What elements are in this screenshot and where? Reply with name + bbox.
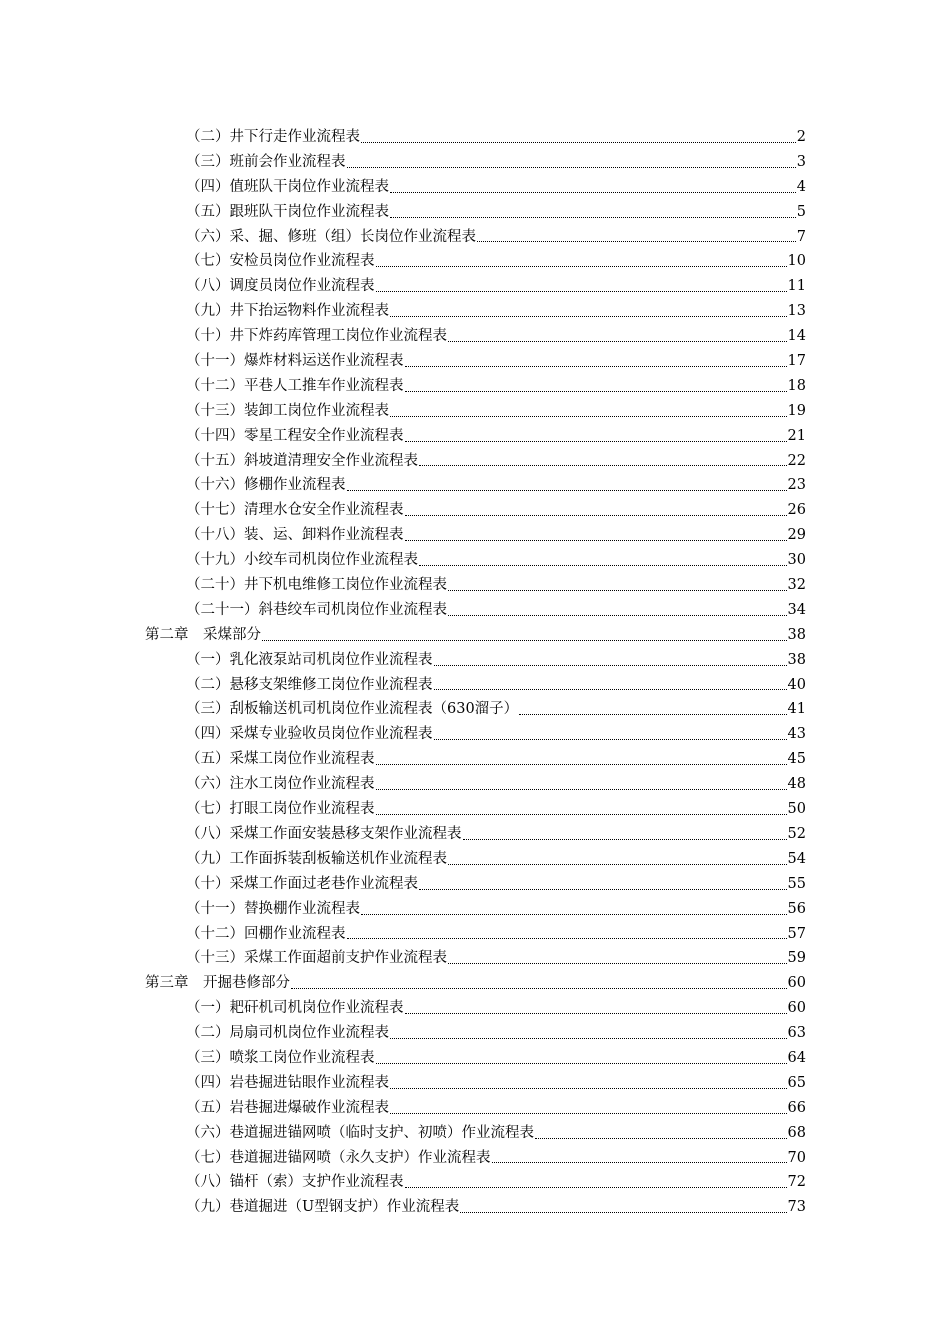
toc-dot-leader (405, 498, 787, 523)
toc-dot-leader (390, 299, 787, 324)
toc-entry[interactable] (186, 1046, 806, 1071)
toc-dot-leader (376, 772, 787, 797)
toc-entry-page: 13 (787, 303, 806, 320)
toc-entry[interactable] (186, 1195, 806, 1220)
toc-entry-page: 43 (787, 726, 806, 743)
toc-entry-page: 21 (787, 427, 806, 444)
toc-entry[interactable] (186, 722, 806, 747)
toc-dot-leader (448, 946, 787, 971)
toc-entry-title: （十一）替换棚作业流程表 (186, 900, 360, 917)
toc-entry[interactable] (186, 473, 806, 498)
toc-entry-page: 41 (787, 701, 806, 718)
toc-dot-leader (405, 523, 787, 548)
toc-dot-leader (460, 1195, 786, 1220)
toc-entry-title: 第二章 采煤部分 (145, 626, 261, 643)
toc-entry-title: （十二）回棚作业流程表 (186, 925, 346, 942)
toc-dot-leader (519, 697, 786, 722)
toc-entry-title: （二）井下行走作业流程表 (186, 129, 360, 145)
toc-dot-leader (376, 797, 787, 822)
toc-entry[interactable] (186, 996, 806, 1021)
toc-entry-title: （四）岩巷掘进钻眼作业流程表 (186, 1074, 389, 1091)
toc-entry-page: 22 (787, 452, 806, 469)
toc-dot-leader (448, 324, 787, 349)
toc-entry-page: 57 (787, 925, 806, 942)
toc-entry-title: （七）打眼工岗位作业流程表 (186, 801, 375, 818)
toc-dot-leader (361, 897, 787, 922)
toc-entry-page: 18 (787, 377, 806, 394)
toc-entry-title: （九）工作面拆装刮板输送机作业流程表 (186, 850, 447, 867)
toc-entry-page: 2 (796, 129, 806, 145)
toc-entry[interactable] (186, 922, 806, 947)
toc-entry[interactable] (186, 548, 806, 573)
toc-entry[interactable] (186, 399, 806, 424)
toc-dot-leader (376, 249, 787, 274)
toc-entry-page: 70 (787, 1149, 806, 1166)
toc-entry[interactable] (186, 1021, 806, 1046)
toc-entry-title: （十）采煤工作面过老巷作业流程表 (186, 875, 418, 892)
toc-entry-page: 7 (796, 228, 806, 245)
toc-entry-title: （二十一）斜巷绞车司机岗位作业流程表 (186, 601, 447, 618)
toc-entry-page: 3 (796, 153, 806, 170)
toc-entry-title: （四）值班队干岗位作业流程表 (186, 178, 389, 195)
toc-entry-page: 19 (787, 402, 806, 419)
toc-entry-title: （十三）采煤工作面超前支护作业流程表 (186, 950, 447, 967)
toc-entry[interactable] (186, 747, 806, 772)
toc-entry[interactable] (186, 1146, 806, 1171)
toc-entry-title: （六）巷道掘进锚网喷（临时支护、初喷）作业流程表 (186, 1124, 534, 1141)
toc-entry-title: （五）跟班队干岗位作业流程表 (186, 203, 389, 220)
toc-entry-title: （十九）小绞车司机岗位作业流程表 (186, 552, 418, 569)
toc-entry[interactable] (186, 797, 806, 822)
toc-entry[interactable] (186, 573, 806, 598)
toc-entry-page: 50 (787, 801, 806, 818)
toc-entry-page: 73 (787, 1199, 806, 1216)
toc-dot-leader (405, 1170, 787, 1195)
toc-entry-page: 38 (787, 651, 806, 668)
toc-entry[interactable] (186, 598, 806, 623)
toc-entry-page: 23 (787, 477, 806, 494)
toc-entry-title: （二）悬移支架维修工岗位作业流程表 (186, 676, 433, 693)
toc-entry-title: （九）井下抬运物料作业流程表 (186, 303, 389, 320)
toc-entry[interactable] (186, 349, 806, 374)
toc-dot-leader (434, 648, 787, 673)
toc-entry-title: （二）局扇司机岗位作业流程表 (186, 1025, 389, 1042)
toc-entry[interactable] (186, 200, 806, 225)
toc-entry[interactable] (186, 424, 806, 449)
toc-entry[interactable] (186, 772, 806, 797)
toc-entry-title: （六）注水工岗位作业流程表 (186, 776, 375, 793)
toc-entry-page: 17 (787, 353, 806, 370)
toc-entry-title: （四）采煤专业验收员岗位作业流程表 (186, 726, 433, 743)
toc-entry[interactable] (186, 648, 806, 673)
toc-dot-leader (291, 971, 787, 996)
toc-entry-title: （十八）装、运、卸料作业流程表 (186, 527, 404, 544)
toc-entry-title: （十七）清理水仓安全作业流程表 (186, 502, 404, 519)
toc-dot-leader (405, 374, 787, 399)
toc-entry[interactable] (186, 125, 806, 150)
toc-entry-page: 5 (796, 203, 806, 220)
toc-entry-page: 60 (787, 975, 806, 992)
toc-entry-page: 4 (796, 178, 806, 195)
toc-entry-title: （三）班前会作业流程表 (186, 153, 346, 170)
toc-entry-page: 10 (787, 253, 806, 270)
toc-dot-leader (390, 1096, 787, 1121)
toc-entry-title: （八）调度员岗位作业流程表 (186, 278, 375, 295)
toc-entry-page: 45 (787, 751, 806, 768)
toc-dot-leader (390, 200, 796, 225)
toc-dot-leader (347, 922, 787, 947)
toc-entry-page: 38 (787, 626, 806, 643)
toc-dot-leader (434, 673, 787, 698)
toc-dot-leader (376, 747, 787, 772)
toc-entry-page: 64 (787, 1049, 806, 1066)
toc-dot-leader (419, 449, 787, 474)
toc-entry-page: 55 (787, 875, 806, 892)
toc-entry-page: 29 (787, 527, 806, 544)
toc-entry-page: 68 (787, 1124, 806, 1141)
toc-entry-page: 48 (787, 776, 806, 793)
toc-entry[interactable] (186, 175, 806, 200)
toc-dot-leader (448, 573, 787, 598)
toc-dot-leader (361, 125, 796, 150)
toc-entry[interactable] (186, 1170, 806, 1195)
toc-dot-leader (390, 399, 787, 424)
toc-dot-leader (390, 1021, 787, 1046)
toc-entry-page: 66 (787, 1099, 806, 1116)
toc-entry-title: （十）井下炸药库管理工岗位作业流程表 (186, 328, 447, 345)
toc-entry-title: （十五）斜坡道清理安全作业流程表 (186, 452, 418, 469)
toc-entry-page: 40 (787, 676, 806, 693)
toc-chapter-entry[interactable] (145, 623, 806, 648)
toc-entry-title: 第三章 开掘巷修部分 (145, 975, 290, 992)
table-of-contents (0, 125, 950, 1220)
toc-entry[interactable] (186, 673, 806, 698)
toc-entry-title: （八）采煤工作面安装悬移支架作业流程表 (186, 825, 462, 842)
toc-entry[interactable] (186, 1121, 806, 1146)
toc-entry-title: （十三）装卸工岗位作业流程表 (186, 402, 389, 419)
toc-entry[interactable] (186, 897, 806, 922)
toc-entry-title: （七）安检员岗位作业流程表 (186, 253, 375, 270)
toc-entry-page: 54 (787, 850, 806, 867)
toc-entry-page: 72 (787, 1174, 806, 1191)
toc-entry-title: （七）巷道掘进锚网喷（永久支护）作业流程表 (186, 1149, 491, 1166)
toc-dot-leader (477, 225, 796, 250)
toc-entry[interactable] (186, 374, 806, 399)
toc-dot-leader (405, 424, 787, 449)
toc-entry-page: 30 (787, 552, 806, 569)
toc-entry-title: （十四）零星工程安全作业流程表 (186, 427, 404, 444)
toc-entry[interactable] (186, 299, 806, 324)
toc-entry[interactable] (186, 697, 806, 722)
toc-entry-page: 32 (787, 577, 806, 594)
toc-dot-leader (262, 623, 787, 648)
toc-entry-page: 14 (787, 328, 806, 345)
toc-entry[interactable] (186, 150, 806, 175)
toc-entry-title: （二十）井下机电维修工岗位作业流程表 (186, 577, 447, 594)
toc-entry-title: （十一）爆炸材料运送作业流程表 (186, 353, 404, 370)
toc-dot-leader (347, 473, 787, 498)
toc-dot-leader (419, 548, 787, 573)
toc-entry[interactable] (186, 1071, 806, 1096)
toc-entry-title: （一）乳化液泵站司机岗位作业流程表 (186, 651, 433, 668)
toc-entry-page: 11 (787, 278, 806, 295)
toc-entry-title: （三）喷浆工岗位作业流程表 (186, 1049, 375, 1066)
toc-entry-title: （十六）修棚作业流程表 (186, 477, 346, 494)
toc-entry-page: 26 (787, 502, 806, 519)
toc-entry-title: （八）锚杆（索）支护作业流程表 (186, 1174, 404, 1191)
toc-dot-leader (390, 175, 796, 200)
toc-dot-leader (492, 1146, 787, 1171)
toc-entry[interactable] (186, 274, 806, 299)
toc-dot-leader (448, 598, 787, 623)
toc-entry[interactable] (186, 449, 806, 474)
toc-entry[interactable] (186, 249, 806, 274)
toc-dot-leader (463, 822, 787, 847)
toc-entry[interactable] (186, 946, 806, 971)
toc-entry-page: 65 (787, 1074, 806, 1091)
toc-entry-page: 63 (787, 1025, 806, 1042)
toc-entry[interactable] (186, 498, 806, 523)
toc-entry-title: （一）耙矸机司机岗位作业流程表 (186, 1000, 404, 1017)
toc-dot-leader (347, 150, 796, 175)
toc-entry-title: （九）巷道掘进（U型钢支护）作业流程表 (186, 1199, 460, 1216)
toc-dot-leader (405, 349, 787, 374)
toc-entry-title: （五）岩巷掘进爆破作业流程表 (186, 1099, 389, 1116)
toc-entry[interactable] (186, 847, 806, 872)
toc-entry-title: （五）采煤工岗位作业流程表 (186, 751, 375, 768)
toc-dot-leader (390, 1071, 787, 1096)
toc-entry[interactable] (186, 523, 806, 548)
toc-entry-title: （十二）平巷人工推车作业流程表 (186, 377, 404, 394)
toc-dot-leader (376, 274, 787, 299)
toc-dot-leader (535, 1121, 787, 1146)
toc-entry[interactable] (186, 1096, 806, 1121)
toc-entry-page: 52 (787, 825, 806, 842)
toc-entry[interactable] (186, 872, 806, 897)
toc-dot-leader (448, 847, 787, 872)
toc-chapter-entry[interactable] (145, 971, 806, 996)
toc-entry-page: 56 (787, 900, 806, 917)
toc-dot-leader (405, 996, 787, 1021)
toc-entry[interactable] (186, 822, 806, 847)
toc-entry-page: 60 (787, 1000, 806, 1017)
toc-entry-page: 59 (787, 950, 806, 967)
toc-entry-title: （三）刮板输送机司机岗位作业流程表（630溜子） (186, 701, 519, 718)
toc-entry[interactable] (186, 225, 806, 250)
toc-entry-page: 34 (787, 601, 806, 618)
toc-dot-leader (419, 872, 787, 897)
toc-entry[interactable] (186, 324, 806, 349)
toc-entry-title: （六）采、掘、修班（组）长岗位作业流程表 (186, 228, 476, 245)
toc-dot-leader (434, 722, 787, 747)
toc-dot-leader (376, 1046, 787, 1071)
